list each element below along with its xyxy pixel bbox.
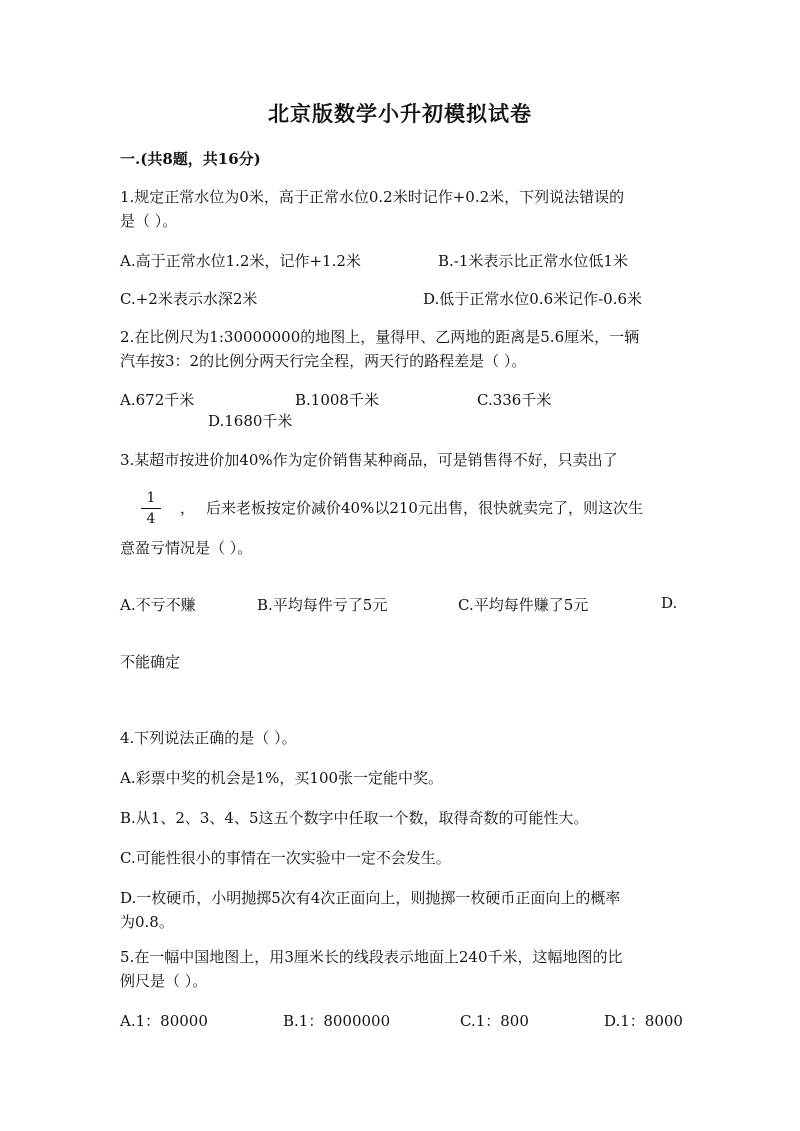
question-4-option-a: A.彩票中奖的机会是1%，买100张一定能中奖。	[120, 769, 444, 787]
fraction-bar	[141, 508, 161, 509]
question-3-option-d-text: 不能确定	[120, 653, 181, 671]
question-5-line-1: 5.在一幅中国地图上，用3厘米长的线段表示地面上240千米，这幅地图的比	[120, 948, 623, 966]
question-2-option-b: B.1008千米	[295, 391, 379, 409]
question-3-option-d: D.	[661, 594, 678, 612]
question-3-option-c: C.平均每件赚了5元	[458, 596, 589, 614]
question-4-option-d-line-2: 为0.8。	[120, 913, 174, 931]
question-2-line-2: 汽车按3：2的比例分两天行完全程，两天行的路程差是（ ）。	[120, 352, 527, 370]
question-4-line-1: 4.下列说法正确的是（ ）。	[120, 729, 297, 747]
question-3-option-a: A.不亏不赚	[120, 596, 196, 614]
question-3-line-1: 3.某超市按进价加40%作为定价销售某种商品，可是销售得不好，只卖出了	[120, 451, 618, 469]
question-2-option-c: C.336千米	[477, 391, 552, 409]
question-5-option-d: D.1：8000	[604, 1012, 683, 1030]
question-5-option-c: C.1：800	[460, 1012, 529, 1030]
question-1-option-c: C.+2米表示水深2米	[120, 290, 258, 308]
fraction-one-quarter	[140, 490, 162, 527]
question-3-option-b: B.平均每件亏了5元	[257, 596, 388, 614]
question-1-option-d: D.低于正常水位0.6米记作-0.6米	[423, 290, 643, 308]
page-title: 北京版数学小升初模拟试卷	[268, 101, 532, 126]
question-3-line-3: 意盈亏情况是（ ）。	[120, 539, 253, 557]
question-5-option-a: A.1：80000	[120, 1012, 208, 1030]
question-2-option-a: A.672千米	[120, 391, 195, 409]
question-5-line-2: 例尺是（ ）。	[120, 972, 208, 990]
question-3-line-2: 后来老板按定价减价40%以210元出售，很快就卖完了，则这次生	[206, 499, 643, 517]
question-4-option-c: C.可能性很小的事情在一次实验中一定不会发生。	[120, 849, 451, 867]
question-1-option-b: B.-1米表示比正常水位低1米	[438, 252, 628, 270]
question-1-line-1: 1.规定正常水位为0米，高于正常水位0.2米时记作+0.2米，下列说法错误的	[120, 188, 625, 206]
question-2-line-1: 2.在比例尺为1:30000000的地图上，量得甲、乙两地的距离是5.6厘米，一辆	[120, 328, 640, 346]
question-5-option-b: B.1：8000000	[283, 1012, 391, 1030]
question-1-line-2: 是（ ）。	[120, 212, 178, 230]
question-3-comma: ，	[180, 499, 196, 517]
fraction-numerator: 1	[146, 490, 156, 506]
question-4-option-d-line-1: D.一枚硬币，小明抛掷5次有4次正面向上，则抛掷一枚硬币正面向上的概率	[120, 889, 621, 907]
section-heading: 一.(共8题，共16分)	[120, 150, 261, 168]
question-2-option-d: D.1680千米	[208, 412, 293, 430]
fraction-denominator: 4	[146, 511, 156, 527]
question-1-option-a: A.高于正常水位1.2米，记作+1.2米	[120, 252, 361, 270]
question-4-option-b: B.从1、2、3、4、5这五个数字中任取一个数，取得奇数的可能性大。	[120, 809, 589, 827]
